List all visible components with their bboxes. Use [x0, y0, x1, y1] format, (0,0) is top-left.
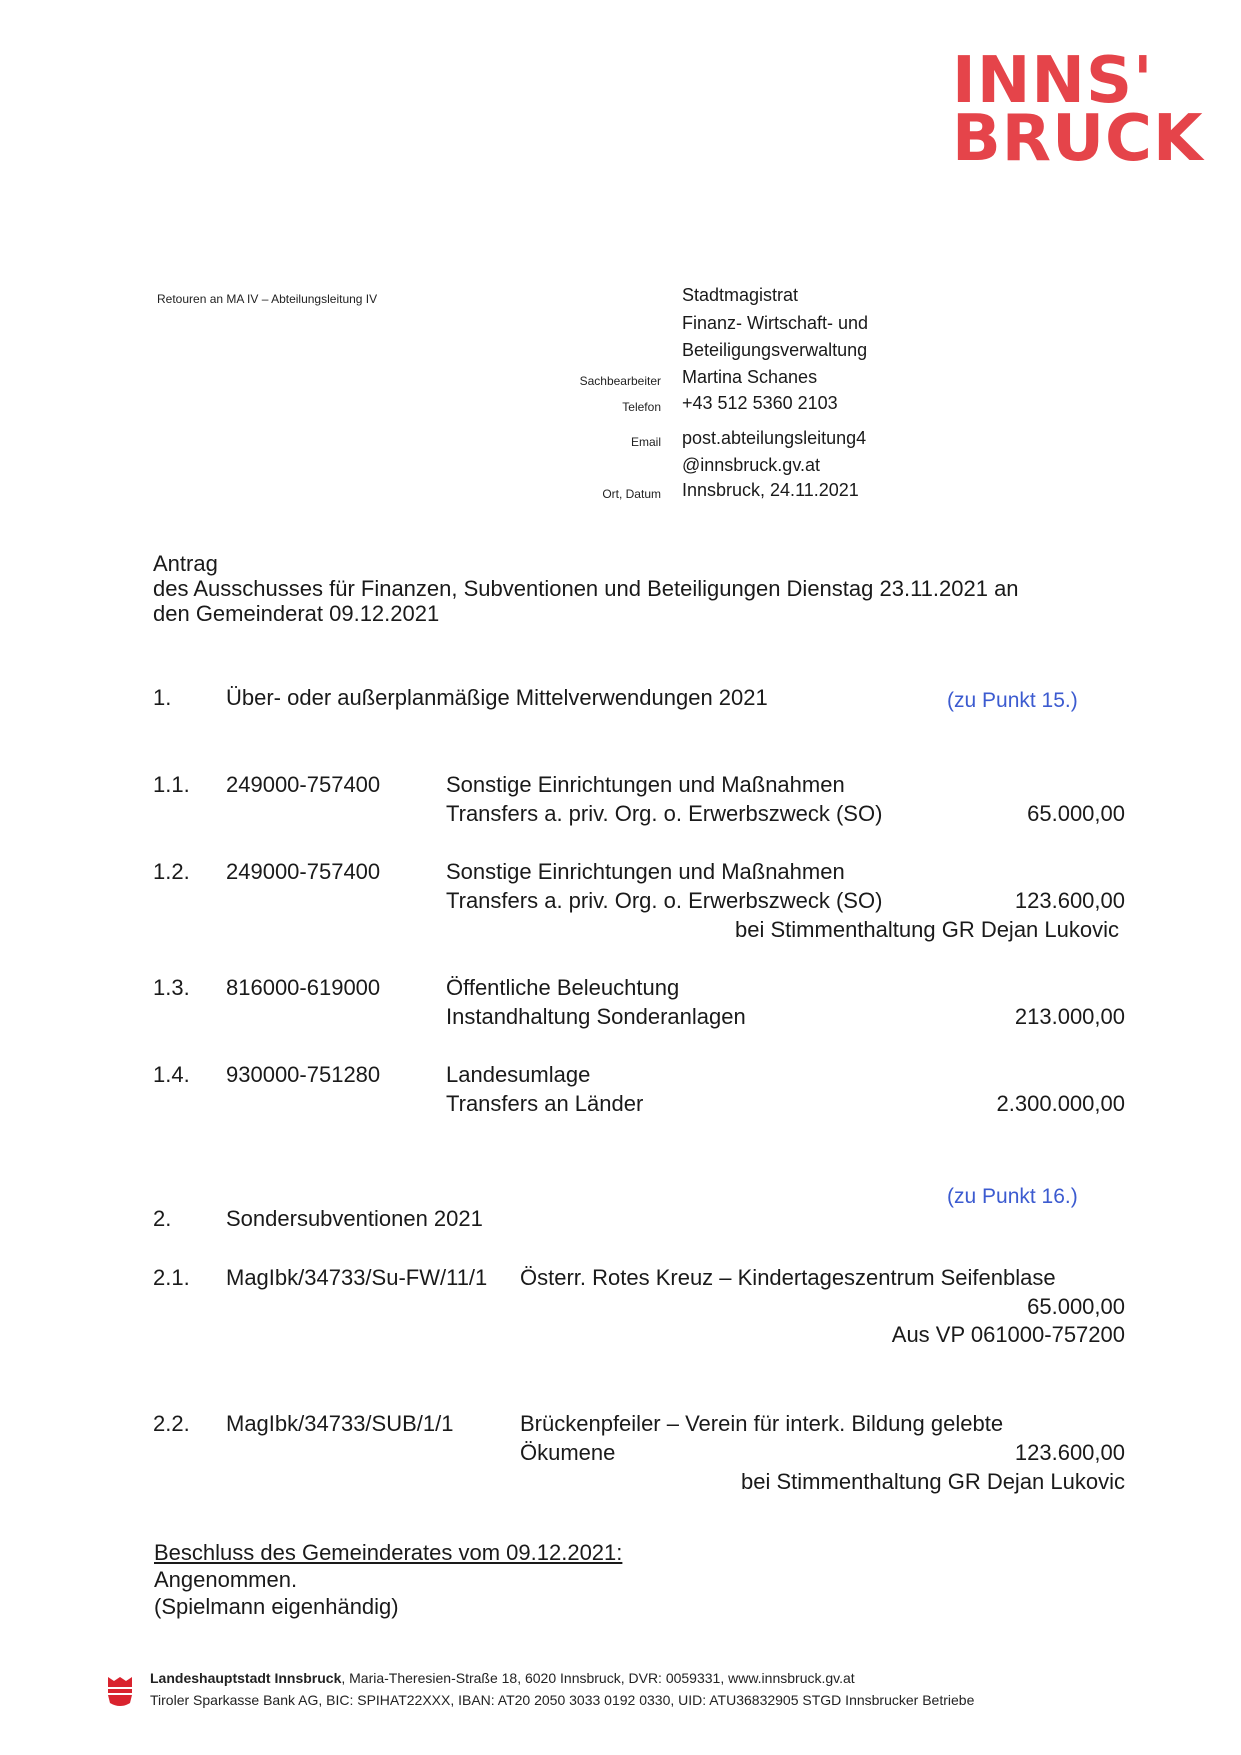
title-line-2: des Ausschusses für Finanzen, Subventionen und Beteiligungen Dienstag 23.11.2021 an [153, 576, 1019, 601]
section-1-heading: Über- oder außerplanmäßige Mittelverwendungen 2021 [226, 685, 768, 710]
email-value-1: post.abteilungsleitung4 [682, 428, 867, 448]
section-2-ref: (zu Punkt 16.) [947, 1185, 1078, 1208]
item-1-4-line-1: Landesumlage [446, 1062, 591, 1087]
item-1-3-line-2: Instandhaltung Sonderanlagen [446, 1004, 746, 1029]
item-1-3-amount: 213.000,00 [1014, 1004, 1125, 1029]
phone-value: +43 512 5360 2103 [682, 393, 838, 413]
footer-address: , Maria-Theresien-Straße 18, 6020 Innsbruck, DVR: 0059331, www.innsbruck.gv.at [341, 1670, 855, 1686]
item-1-2-line-1: Sonstige Einrichtungen und Maßnahmen [446, 859, 845, 884]
resolution-heading: Beschluss des Gemeinderates vom 09.12.2021: [154, 1540, 623, 1565]
section-2-number: 2. [153, 1206, 172, 1231]
item-1-1-amount: 65.000,00 [1027, 801, 1125, 826]
footer-line-2: Tiroler Sparkasse Bank AG, BIC: SPIHAT22XXX, IBAN: AT20 2050 3033 0192 0330, UID: ATU36832905 STGD Innsbrucker Betriebe [150, 1692, 975, 1708]
item-2-2-number: 2.2. [153, 1411, 190, 1436]
email-value-2: @innsbruck.gv.at [682, 455, 820, 475]
item-1-1-line-2: Transfers a. priv. Org. o. Erwerbszweck (SO) [446, 801, 883, 826]
item-1-3-number: 1.3. [153, 975, 190, 1000]
item-1-1-number: 1.1. [153, 772, 190, 797]
logo-line-1: INNS' [952, 44, 1154, 118]
footer-line-1 [150, 1670, 855, 1686]
innsbruck-logo [952, 44, 1204, 176]
item-1-3-line-1: Öffentliche Beleuchtung [446, 975, 680, 1000]
department-line-1: Stadtmagistrat [682, 285, 799, 305]
item-1-1-code: 249000-757400 [226, 772, 381, 797]
section-1-ref: (zu Punkt 15.) [947, 689, 1078, 712]
resolution-result: Angenommen. [154, 1567, 298, 1592]
section-1-number: 1. [153, 685, 172, 710]
logo-line-2: BRUCK [952, 102, 1204, 176]
item-1-4-amount: 2.300.000,00 [996, 1091, 1125, 1116]
item-2-1-text: Österr. Rotes Kreuz – Kindertageszentrum Seifenblase [520, 1265, 1056, 1290]
title-line-1: Antrag [153, 551, 218, 576]
item-1-1-line-1: Sonstige Einrichtungen und Maßnahmen [446, 772, 845, 797]
item-1-2-note: bei Stimmenthaltung GR Dejan Lukovic [735, 917, 1119, 942]
item-2-1-number: 2.1. [153, 1265, 190, 1290]
department-line-3: Beteiligungsverwaltung [682, 340, 868, 360]
city-crest-icon [106, 1673, 134, 1709]
item-2-2-code: MagIbk/34733/SUB/1/1 [226, 1411, 454, 1436]
item-1-4-code: 930000-751280 [226, 1062, 381, 1087]
department-line-2: Finanz- Wirtschaft- und [682, 313, 869, 333]
section-2-heading: Sondersubventionen 2021 [226, 1206, 483, 1231]
return-address: Retouren an MA IV – Abteilungsleitung IV [157, 292, 378, 306]
item-1-2-number: 1.2. [153, 859, 190, 884]
item-1-2-line-2: Transfers a. priv. Org. o. Erwerbszweck (SO) [446, 888, 883, 913]
item-2-2-amount: 123.600,00 [1014, 1440, 1125, 1465]
item-1-3-code: 816000-619000 [226, 975, 381, 1000]
phone-label: Telefon [622, 400, 661, 414]
item-1-2-amount: 123.600,00 [1014, 888, 1125, 913]
item-2-1-amount: 65.000,00 [1027, 1294, 1125, 1319]
email-label: Email [630, 435, 661, 449]
item-1-4-number: 1.4. [153, 1062, 190, 1087]
clerk-value: Martina Schanes [682, 367, 818, 387]
item-2-1-source: Aus VP 061000-757200 [891, 1322, 1125, 1347]
place-date-label: Ort, Datum [602, 487, 661, 501]
resolution-signature: (Spielmann eigenhändig) [154, 1594, 399, 1619]
item-2-1-code: MagIbk/34733/Su-FW/11/1 [226, 1265, 488, 1290]
title-line-3: den Gemeinderat 09.12.2021 [153, 601, 440, 626]
place-date-value: Innsbruck, 24.11.2021 [682, 480, 859, 500]
clerk-label: Sachbearbeiter [579, 374, 661, 388]
item-1-2-code: 249000-757400 [226, 859, 381, 884]
footer-city-name: Landeshauptstadt Innsbruck [150, 1670, 342, 1686]
item-1-4-line-2: Transfers an Länder [446, 1091, 644, 1116]
item-2-2-note: bei Stimmenthaltung GR Dejan Lukovic [741, 1469, 1125, 1494]
item-2-2-line-1: Brückenpfeiler – Verein für interk. Bildung gelebte [520, 1411, 1004, 1436]
item-2-2-line-2: Ökumene [520, 1440, 616, 1465]
